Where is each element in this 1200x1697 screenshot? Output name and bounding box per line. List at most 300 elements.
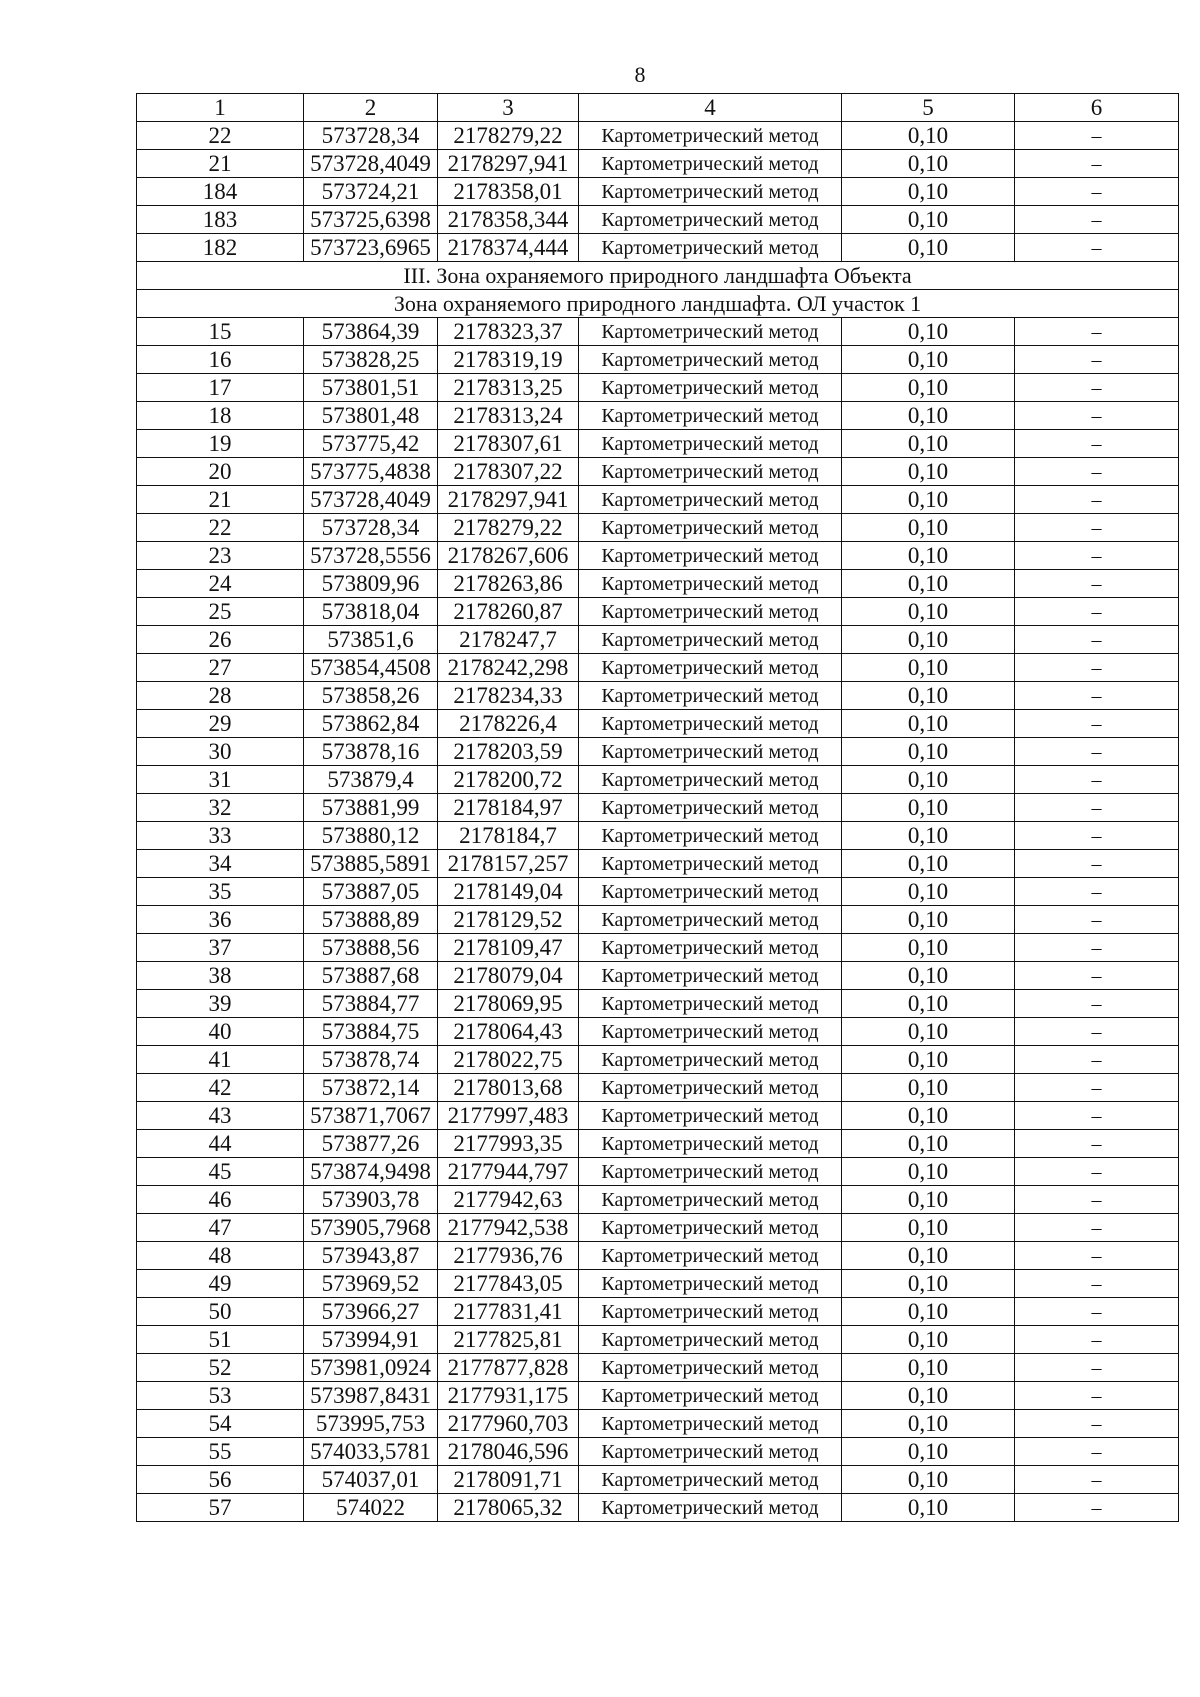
accuracy-cell: 0,10 (842, 1186, 1015, 1214)
table-row (137, 906, 1179, 934)
table-row (137, 1382, 1179, 1410)
point-number-cell: 52 (137, 1354, 304, 1382)
note-cell: – (1015, 542, 1179, 570)
point-number-cell: 182 (137, 234, 304, 262)
y-coordinate-cell: 2178184,97 (438, 794, 579, 822)
y-coordinate-cell: 2178374,444 (438, 234, 579, 262)
method-cell: Картометрический метод (579, 402, 842, 430)
x-coordinate-cell: 573874,9498 (304, 1158, 438, 1186)
method-cell: Картометрический метод (579, 850, 842, 878)
table-row (137, 430, 1179, 458)
table-row (137, 346, 1179, 374)
note-cell: – (1015, 1186, 1179, 1214)
accuracy-cell: 0,10 (842, 374, 1015, 402)
method-cell: Картометрический метод (579, 822, 842, 850)
accuracy-cell: 0,10 (842, 514, 1015, 542)
point-number-cell: 45 (137, 1158, 304, 1186)
accuracy-cell: 0,10 (842, 486, 1015, 514)
table-header-row (137, 94, 1179, 122)
point-number-cell: 25 (137, 598, 304, 626)
method-cell: Картометрический метод (579, 234, 842, 262)
x-coordinate-cell: 573728,4049 (304, 150, 438, 178)
y-coordinate-cell: 2178091,71 (438, 1466, 579, 1494)
method-cell: Картометрический метод (579, 1214, 842, 1242)
y-coordinate-cell: 2178313,25 (438, 374, 579, 402)
x-coordinate-cell: 573943,87 (304, 1242, 438, 1270)
accuracy-cell: 0,10 (842, 850, 1015, 878)
y-coordinate-cell: 2177825,81 (438, 1326, 579, 1354)
note-cell: – (1015, 1354, 1179, 1382)
method-cell: Картометрический метод (579, 710, 842, 738)
note-cell: – (1015, 402, 1179, 430)
method-cell: Картометрический метод (579, 1046, 842, 1074)
point-number-cell: 56 (137, 1466, 304, 1494)
accuracy-cell: 0,10 (842, 1382, 1015, 1410)
point-number-cell: 30 (137, 738, 304, 766)
method-cell: Картометрический метод (579, 626, 842, 654)
y-coordinate-cell: 2178079,04 (438, 962, 579, 990)
note-cell: – (1015, 1130, 1179, 1158)
note-cell: – (1015, 1270, 1179, 1298)
y-coordinate-cell: 2177931,175 (438, 1382, 579, 1410)
table-row (137, 962, 1179, 990)
table-row (137, 1214, 1179, 1242)
method-cell: Картометрический метод (579, 766, 842, 794)
point-number-cell: 33 (137, 822, 304, 850)
method-cell: Картометрический метод (579, 1466, 842, 1494)
method-cell: Картометрический метод (579, 906, 842, 934)
y-coordinate-cell: 2177942,538 (438, 1214, 579, 1242)
accuracy-cell: 0,10 (842, 122, 1015, 150)
y-coordinate-cell: 2178313,24 (438, 402, 579, 430)
x-coordinate-cell: 573775,42 (304, 430, 438, 458)
table-row (137, 542, 1179, 570)
point-number-cell: 40 (137, 1018, 304, 1046)
note-cell: – (1015, 486, 1179, 514)
table-row (137, 458, 1179, 486)
point-number-cell: 44 (137, 1130, 304, 1158)
accuracy-cell: 0,10 (842, 1074, 1015, 1102)
note-cell: – (1015, 1074, 1179, 1102)
x-coordinate-cell: 573888,56 (304, 934, 438, 962)
point-number-cell: 53 (137, 1382, 304, 1410)
note-cell: – (1015, 374, 1179, 402)
method-cell: Картометрический метод (579, 738, 842, 766)
point-number-cell: 27 (137, 654, 304, 682)
y-coordinate-cell: 2177831,41 (438, 1298, 579, 1326)
table-row (137, 318, 1179, 346)
accuracy-cell: 0,10 (842, 598, 1015, 626)
method-cell: Картометрический метод (579, 1186, 842, 1214)
method-cell: Картометрический метод (579, 682, 842, 710)
y-coordinate-cell: 2178129,52 (438, 906, 579, 934)
note-cell: – (1015, 1438, 1179, 1466)
method-cell: Картометрический метод (579, 1354, 842, 1382)
point-number-cell: 46 (137, 1186, 304, 1214)
y-coordinate-cell: 2178307,22 (438, 458, 579, 486)
table-row (137, 990, 1179, 1018)
note-cell: – (1015, 178, 1179, 206)
accuracy-cell: 0,10 (842, 542, 1015, 570)
y-coordinate-cell: 2178297,941 (438, 486, 579, 514)
point-number-cell: 43 (137, 1102, 304, 1130)
header-cell: 4 (579, 94, 842, 122)
accuracy-cell: 0,10 (842, 990, 1015, 1018)
accuracy-cell: 0,10 (842, 1354, 1015, 1382)
point-number-cell: 37 (137, 934, 304, 962)
y-coordinate-cell: 2178279,22 (438, 122, 579, 150)
accuracy-cell: 0,10 (842, 570, 1015, 598)
note-cell: – (1015, 430, 1179, 458)
x-coordinate-cell: 573858,26 (304, 682, 438, 710)
x-coordinate-cell: 573878,74 (304, 1046, 438, 1074)
table-row (137, 1018, 1179, 1046)
x-coordinate-cell: 573969,52 (304, 1270, 438, 1298)
note-cell: – (1015, 990, 1179, 1018)
method-cell: Картометрический метод (579, 514, 842, 542)
point-number-cell: 19 (137, 430, 304, 458)
accuracy-cell: 0,10 (842, 1326, 1015, 1354)
method-cell: Картометрический метод (579, 934, 842, 962)
accuracy-cell: 0,10 (842, 822, 1015, 850)
x-coordinate-cell: 573854,4508 (304, 654, 438, 682)
table-row (137, 514, 1179, 542)
method-cell: Картометрический метод (579, 374, 842, 402)
coordinates-table (136, 93, 1179, 1522)
note-cell: – (1015, 1298, 1179, 1326)
note-cell: – (1015, 822, 1179, 850)
note-cell: – (1015, 1046, 1179, 1074)
table-row (137, 1130, 1179, 1158)
header-cell: 2 (304, 94, 438, 122)
y-coordinate-cell: 2178184,7 (438, 822, 579, 850)
accuracy-cell: 0,10 (842, 766, 1015, 794)
point-number-cell: 34 (137, 850, 304, 878)
note-cell: – (1015, 654, 1179, 682)
x-coordinate-cell: 573903,78 (304, 1186, 438, 1214)
y-coordinate-cell: 2178263,86 (438, 570, 579, 598)
table-row (137, 1438, 1179, 1466)
x-coordinate-cell: 574022 (304, 1494, 438, 1522)
note-cell: – (1015, 598, 1179, 626)
point-number-cell: 54 (137, 1410, 304, 1438)
y-coordinate-cell: 2178260,87 (438, 598, 579, 626)
point-number-cell: 23 (137, 542, 304, 570)
table-row (137, 1354, 1179, 1382)
accuracy-cell: 0,10 (842, 1130, 1015, 1158)
accuracy-cell: 0,10 (842, 1158, 1015, 1186)
point-number-cell: 183 (137, 206, 304, 234)
y-coordinate-cell: 2178226,4 (438, 710, 579, 738)
header-cell: 5 (842, 94, 1015, 122)
section-heading: Зона охраняемого природного ландшафта. ОЛ участок 1 (137, 290, 1179, 318)
x-coordinate-cell: 573871,7067 (304, 1102, 438, 1130)
x-coordinate-cell: 573775,4838 (304, 458, 438, 486)
accuracy-cell: 0,10 (842, 402, 1015, 430)
section-heading: III. Зона охраняемого природного ландшафта Объекта (137, 262, 1179, 290)
accuracy-cell: 0,10 (842, 234, 1015, 262)
x-coordinate-cell: 573728,34 (304, 514, 438, 542)
y-coordinate-cell: 2178069,95 (438, 990, 579, 1018)
x-coordinate-cell: 573851,6 (304, 626, 438, 654)
note-cell: – (1015, 150, 1179, 178)
accuracy-cell: 0,10 (842, 878, 1015, 906)
note-cell: – (1015, 794, 1179, 822)
note-cell: – (1015, 738, 1179, 766)
table-row (137, 822, 1179, 850)
y-coordinate-cell: 2177993,35 (438, 1130, 579, 1158)
y-coordinate-cell: 2178064,43 (438, 1018, 579, 1046)
x-coordinate-cell: 574033,5781 (304, 1438, 438, 1466)
point-number-cell: 55 (137, 1438, 304, 1466)
y-coordinate-cell: 2178065,32 (438, 1494, 579, 1522)
y-coordinate-cell: 2178200,72 (438, 766, 579, 794)
accuracy-cell: 0,10 (842, 906, 1015, 934)
method-cell: Картометрический метод (579, 486, 842, 514)
method-cell: Картометрический метод (579, 1494, 842, 1522)
point-number-cell: 21 (137, 486, 304, 514)
y-coordinate-cell: 2177944,797 (438, 1158, 579, 1186)
method-cell: Картометрический метод (579, 122, 842, 150)
point-number-cell: 39 (137, 990, 304, 1018)
x-coordinate-cell: 573877,26 (304, 1130, 438, 1158)
accuracy-cell: 0,10 (842, 318, 1015, 346)
table-row (137, 710, 1179, 738)
x-coordinate-cell: 573725,6398 (304, 206, 438, 234)
point-number-cell: 184 (137, 178, 304, 206)
x-coordinate-cell: 573884,75 (304, 1018, 438, 1046)
y-coordinate-cell: 2177877,828 (438, 1354, 579, 1382)
table-row (137, 486, 1179, 514)
note-cell: – (1015, 1018, 1179, 1046)
accuracy-cell: 0,10 (842, 1494, 1015, 1522)
x-coordinate-cell: 573994,91 (304, 1326, 438, 1354)
note-cell: – (1015, 234, 1179, 262)
y-coordinate-cell: 2178319,19 (438, 346, 579, 374)
coordinates-table-body (137, 94, 1179, 1522)
point-number-cell: 42 (137, 1074, 304, 1102)
accuracy-cell: 0,10 (842, 962, 1015, 990)
note-cell: – (1015, 1214, 1179, 1242)
x-coordinate-cell: 573887,05 (304, 878, 438, 906)
y-coordinate-cell: 2177843,05 (438, 1270, 579, 1298)
point-number-cell: 24 (137, 570, 304, 598)
accuracy-cell: 0,10 (842, 1438, 1015, 1466)
table-row (137, 1466, 1179, 1494)
y-coordinate-cell: 2178149,04 (438, 878, 579, 906)
method-cell: Картометрический метод (579, 1410, 842, 1438)
accuracy-cell: 0,10 (842, 654, 1015, 682)
accuracy-cell: 0,10 (842, 346, 1015, 374)
accuracy-cell: 0,10 (842, 738, 1015, 766)
x-coordinate-cell: 573905,7968 (304, 1214, 438, 1242)
accuracy-cell: 0,10 (842, 1270, 1015, 1298)
accuracy-cell: 0,10 (842, 682, 1015, 710)
point-number-cell: 31 (137, 766, 304, 794)
note-cell: – (1015, 206, 1179, 234)
note-cell: – (1015, 710, 1179, 738)
method-cell: Картометрический метод (579, 1298, 842, 1326)
x-coordinate-cell: 573966,27 (304, 1298, 438, 1326)
x-coordinate-cell: 573728,34 (304, 122, 438, 150)
point-number-cell: 22 (137, 514, 304, 542)
accuracy-cell: 0,10 (842, 206, 1015, 234)
note-cell: – (1015, 766, 1179, 794)
method-cell: Картометрический метод (579, 1074, 842, 1102)
table-row (137, 738, 1179, 766)
method-cell: Картометрический метод (579, 990, 842, 1018)
x-coordinate-cell: 573723,6965 (304, 234, 438, 262)
table-row (137, 402, 1179, 430)
note-cell: – (1015, 682, 1179, 710)
point-number-cell: 26 (137, 626, 304, 654)
accuracy-cell: 0,10 (842, 794, 1015, 822)
table-row (137, 150, 1179, 178)
point-number-cell: 15 (137, 318, 304, 346)
method-cell: Картометрический метод (579, 430, 842, 458)
method-cell: Картометрический метод (579, 206, 842, 234)
table-row (137, 1158, 1179, 1186)
x-coordinate-cell: 573728,4049 (304, 486, 438, 514)
point-number-cell: 20 (137, 458, 304, 486)
method-cell: Картометрический метод (579, 1130, 842, 1158)
y-coordinate-cell: 2178234,33 (438, 682, 579, 710)
method-cell: Картометрический метод (579, 1102, 842, 1130)
y-coordinate-cell: 2178109,47 (438, 934, 579, 962)
note-cell: – (1015, 934, 1179, 962)
accuracy-cell: 0,10 (842, 1018, 1015, 1046)
table-row (137, 1494, 1179, 1522)
table-row (137, 178, 1179, 206)
y-coordinate-cell: 2178358,344 (438, 206, 579, 234)
y-coordinate-cell: 2178157,257 (438, 850, 579, 878)
method-cell: Картометрический метод (579, 794, 842, 822)
y-coordinate-cell: 2178307,61 (438, 430, 579, 458)
table-row (137, 654, 1179, 682)
note-cell: – (1015, 878, 1179, 906)
table-row (137, 1242, 1179, 1270)
point-number-cell: 17 (137, 374, 304, 402)
point-number-cell: 36 (137, 906, 304, 934)
method-cell: Картометрический метод (579, 878, 842, 906)
method-cell: Картометрический метод (579, 1438, 842, 1466)
accuracy-cell: 0,10 (842, 1242, 1015, 1270)
y-coordinate-cell: 2178267,606 (438, 542, 579, 570)
point-number-cell: 51 (137, 1326, 304, 1354)
x-coordinate-cell: 573884,77 (304, 990, 438, 1018)
table-row (137, 682, 1179, 710)
method-cell: Картометрический метод (579, 1270, 842, 1298)
note-cell: – (1015, 1102, 1179, 1130)
point-number-cell: 28 (137, 682, 304, 710)
table-row (137, 570, 1179, 598)
x-coordinate-cell: 573828,25 (304, 346, 438, 374)
note-cell: – (1015, 962, 1179, 990)
table-row (137, 1046, 1179, 1074)
x-coordinate-cell: 573728,5556 (304, 542, 438, 570)
note-cell: – (1015, 626, 1179, 654)
accuracy-cell: 0,10 (842, 1466, 1015, 1494)
table-row (137, 878, 1179, 906)
table-row (137, 766, 1179, 794)
point-number-cell: 50 (137, 1298, 304, 1326)
x-coordinate-cell: 573809,96 (304, 570, 438, 598)
table-row (137, 234, 1179, 262)
x-coordinate-cell: 573724,21 (304, 178, 438, 206)
method-cell: Картометрический метод (579, 458, 842, 486)
method-cell: Картометрический метод (579, 346, 842, 374)
method-cell: Картометрический метод (579, 542, 842, 570)
table-row (137, 1270, 1179, 1298)
section-heading-row (137, 290, 1179, 318)
method-cell: Картометрический метод (579, 150, 842, 178)
method-cell: Картометрический метод (579, 1018, 842, 1046)
y-coordinate-cell: 2178022,75 (438, 1046, 579, 1074)
point-number-cell: 38 (137, 962, 304, 990)
method-cell: Картометрический метод (579, 178, 842, 206)
table-row (137, 1410, 1179, 1438)
table-row (137, 1102, 1179, 1130)
accuracy-cell: 0,10 (842, 934, 1015, 962)
x-coordinate-cell: 573879,4 (304, 766, 438, 794)
header-cell: 3 (438, 94, 579, 122)
y-coordinate-cell: 2178013,68 (438, 1074, 579, 1102)
y-coordinate-cell: 2177936,76 (438, 1242, 579, 1270)
note-cell: – (1015, 346, 1179, 374)
y-coordinate-cell: 2178297,941 (438, 150, 579, 178)
y-coordinate-cell: 2178323,37 (438, 318, 579, 346)
table-row (137, 794, 1179, 822)
note-cell: – (1015, 1242, 1179, 1270)
x-coordinate-cell: 573864,39 (304, 318, 438, 346)
table-row (137, 122, 1179, 150)
note-cell: – (1015, 1466, 1179, 1494)
accuracy-cell: 0,10 (842, 458, 1015, 486)
page-number: 8 (634, 62, 646, 87)
point-number-cell: 32 (137, 794, 304, 822)
point-number-cell: 49 (137, 1270, 304, 1298)
x-coordinate-cell: 573818,04 (304, 598, 438, 626)
note-cell: – (1015, 850, 1179, 878)
accuracy-cell: 0,10 (842, 1046, 1015, 1074)
table-row (137, 850, 1179, 878)
note-cell: – (1015, 1382, 1179, 1410)
x-coordinate-cell: 573880,12 (304, 822, 438, 850)
method-cell: Картометрический метод (579, 1382, 842, 1410)
x-coordinate-cell: 573872,14 (304, 1074, 438, 1102)
table-row (137, 1186, 1179, 1214)
accuracy-cell: 0,10 (842, 1102, 1015, 1130)
table-row (137, 206, 1179, 234)
point-number-cell: 47 (137, 1214, 304, 1242)
accuracy-cell: 0,10 (842, 150, 1015, 178)
note-cell: – (1015, 458, 1179, 486)
table-row (137, 598, 1179, 626)
table-row (137, 1326, 1179, 1354)
x-coordinate-cell: 573995,753 (304, 1410, 438, 1438)
x-coordinate-cell: 573801,48 (304, 402, 438, 430)
table-row (137, 1074, 1179, 1102)
point-number-cell: 29 (137, 710, 304, 738)
method-cell: Картометрический метод (579, 570, 842, 598)
point-number-cell: 41 (137, 1046, 304, 1074)
method-cell: Картометрический метод (579, 598, 842, 626)
y-coordinate-cell: 2177942,63 (438, 1186, 579, 1214)
accuracy-cell: 0,10 (842, 430, 1015, 458)
y-coordinate-cell: 2178203,59 (438, 738, 579, 766)
note-cell: – (1015, 514, 1179, 542)
method-cell: Картометрический метод (579, 1326, 842, 1354)
